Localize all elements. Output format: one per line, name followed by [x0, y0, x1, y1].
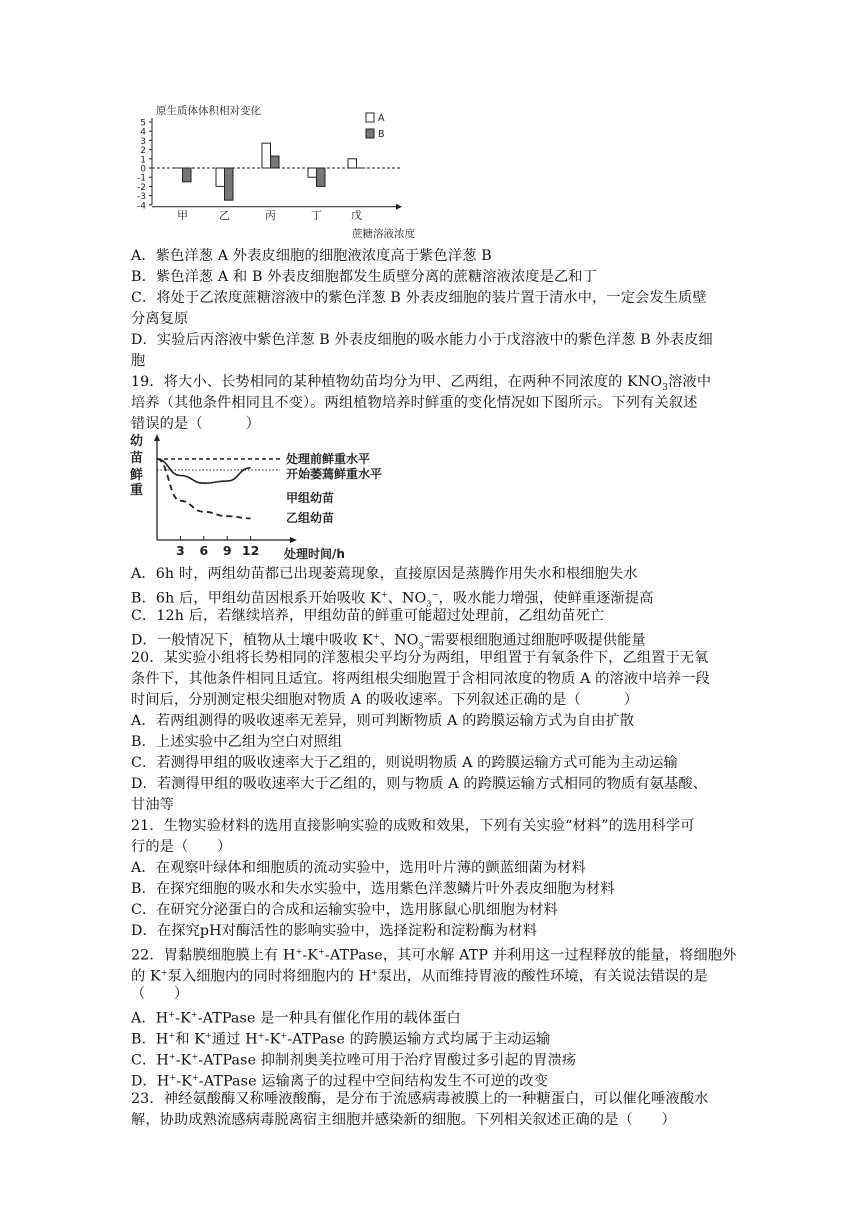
q20-stem: 20．某实验小组将长势相同的洋葱根尖平均分为两组，甲组置于有氧条件下，乙组置于无氧: [131, 650, 709, 666]
q21-stem-2: 行的是（ ）: [131, 839, 232, 855]
y-tick-label: 4: [140, 127, 146, 138]
y-axis-label-char: 幼: [130, 434, 144, 449]
bar-A-乙: [216, 168, 225, 186]
q20-option-a: A．若两组测得的吸收速率无差异，则可判断物质 A 的跨膜运输方式为自由扩散: [131, 713, 635, 729]
x-axis-label: 处理时间/h: [284, 547, 345, 561]
x-tick-label: 3: [176, 543, 185, 558]
series-line-group-yi: [157, 459, 251, 518]
y-tick-label: 3: [140, 136, 146, 147]
q22-stem-3: （ ）: [131, 986, 189, 1002]
y-axis-label-char: 鲜: [130, 468, 144, 483]
q19-stem-2: 培养（其他条件相同且不变）。两组植物培养时鲜重的变化情况如下图所示。下列有关叙述: [131, 395, 698, 411]
q21-option-c: C．在研究分泌蛋白的合成和运输实验中，选用豚鼠心肌细胞为材料: [131, 902, 558, 918]
y-axis-label: 原生质体体积相对变化: [156, 105, 261, 117]
q22-option-d: D．H+-K+-ATPase 运输离子的过程中空间结构发生不可逆的改变: [131, 1073, 549, 1090]
x-axis-arrow: [396, 204, 402, 210]
bar-A-丙: [262, 143, 271, 168]
q21-option-d: D．在探究pH对酶活性的影响实验中，选择淀粉和淀粉酶为材料: [131, 923, 538, 939]
y-tick-label: 1: [140, 155, 146, 166]
q19-stem: 19．将大小、长势相同的某种植物幼苗均分为甲、乙两组，在两种不同浓度的 $KNO_3$溶液中: [131, 374, 712, 393]
x-axis-label: 蔗糖溶液浓度: [352, 228, 415, 240]
y-tick-label: -3: [137, 192, 146, 203]
bar-A-戊: [348, 159, 357, 168]
y-tick-label: -2: [137, 182, 146, 193]
q21-option-a: A．在观察叶绿体和细胞质的流动实验中，选用叶片薄的颤蓝细菌为材料: [131, 860, 586, 876]
q18-option-d: D．实验后丙溶液中紫色洋葱 B 外表皮细胞的吸水能力小于戊溶液中的紫色洋葱 B 外表皮细: [131, 332, 713, 348]
label-wilting-weight: 开始萎蔫鲜重水平: [286, 467, 383, 481]
x-axis-arrow: [290, 537, 297, 543]
x-tick-label: 9: [222, 543, 232, 558]
q22-option-b: B．H+和 K+通过 H+-K+-ATPase 的跨膜运输方式均属于主动运输: [131, 1031, 551, 1048]
q23-stem: 23．神经氨酸酶又称唾液酸酶，是分布于流感病毒被膜上的一种糖蛋白，可以催化唾液酸水: [131, 1091, 709, 1107]
q18-option-c: C．将处于乙浓度蔗糖溶液中的紫色洋葱 B 外表皮细胞的装片置于清水中，一定会发生质壁: [131, 290, 707, 306]
bar-B-甲: [183, 168, 192, 182]
q21-stem: 21．生物实验材料的选用直接影响实验的成败和效果，下列有关实验“材料”的选用科学可: [131, 818, 695, 834]
q21-option-b: B．在探究细胞的吸水和失水实验中，选用紫色洋葱鳞片叶外表皮细胞为材料: [131, 881, 615, 897]
y-tick-label: 2: [140, 146, 146, 157]
q23-stem-2: 解，协助成熟流感病毒脱离宿主细胞并感染新的细胞。下列相关叙述正确的是（ ）: [131, 1112, 676, 1128]
label-group-jia: 甲组幼苗: [286, 491, 335, 505]
bar-chart: [128, 100, 428, 242]
q20-option-b: B．上述实验中乙组为空白对照组: [131, 734, 343, 750]
legend-label-b: B: [378, 129, 385, 140]
bar-B-丁: [317, 168, 326, 186]
q19-option-d: D．一般情况下，植物从土壤中吸收 K+、$NO_3^-$需要根细胞通过细胞呼吸提供能量: [131, 632, 646, 651]
q18-option-d-cont: 胞: [131, 353, 146, 369]
q20-option-c: C．若测得甲组的吸收速率大于乙组的，则说明物质 A 的跨膜运输方式可能为主动运输: [131, 755, 678, 771]
x-tick-label: 甲: [177, 208, 188, 222]
q18-option-b: B．紫色洋葱 A 和 B 外表皮细胞都发生质壁分离的蔗糖溶液浓度是乙和丁: [131, 269, 597, 285]
bar-B-乙: [225, 168, 234, 200]
q22-stem-2: 的 K+泵入细胞内的同时将细胞内的 H+泵出，从而维持胃液的酸性环境，有关说法错误的是: [131, 968, 708, 985]
line-chart: [128, 432, 428, 562]
x-tick-label: 乙: [219, 208, 230, 222]
bar-B-丙: [271, 156, 280, 168]
legend-swatch-b: [366, 129, 374, 138]
label-initial-weight: 处理前鲜重水平: [286, 452, 371, 466]
x-tick-label: 丁: [311, 208, 322, 222]
q20-option-d: D．若测得甲组的吸收速率大于乙组的，则与物质 A 的跨膜运输方式相同的物质有氨基酸、: [131, 776, 708, 792]
q20-stem-2: 条件下，其他条件相同且适宜。将两组根尖细胞置于含相同浓度的物质 A 的溶液中培养一段: [131, 671, 710, 687]
y-tick-label: 0: [140, 164, 146, 175]
label-group-yi: 乙组幼苗: [286, 511, 335, 525]
q22-stem: 22．胃黏膜细胞膜上有 H+-K+-ATPase，其可水解 ATP 并利用这一过程释放的能量，将细胞外: [131, 947, 737, 964]
y-axis-arrow: [154, 434, 160, 441]
q19-option-b: B．6h 后，甲组幼苗因根系开始吸收 K+、$NO_3^-$，吸水能力增强，使鲜重逐渐提高: [131, 590, 654, 609]
x-tick-label: 6: [199, 543, 209, 558]
y-tick-label: -1: [137, 173, 146, 184]
q22-option-a: A．H+-K+-ATPase 是一种具有催化作用的载体蛋白: [131, 1010, 461, 1027]
q20-stem-3: 时间后，分别测定根尖细胞对物质 A 的吸收速率。下列叙述正确的是（ ）: [131, 692, 639, 708]
x-tick-label: 12: [241, 543, 260, 558]
x-tick-label: 戊: [351, 208, 362, 222]
bar-A-丁: [308, 168, 317, 177]
y-axis-label-char: 重: [130, 483, 144, 498]
legend-swatch-a: [366, 113, 374, 122]
y-tick-label: -4: [137, 201, 146, 212]
q20-option-d-cont: 甘油等: [131, 797, 175, 813]
y-axis-label-char: 苗: [130, 451, 144, 466]
x-tick-label: 丙: [265, 208, 276, 222]
q22-option-c: C．H+-K+-ATPase 抑制剂奥美拉唑可用于治疗胃酸过多引起的胃溃疡: [131, 1052, 577, 1069]
y-tick-label: 5: [140, 118, 146, 129]
series-line-group-jia: [157, 459, 251, 483]
q19-option-a: A．6h 时，两组幼苗都已出现萎蔫现象，直接原因是蒸腾作用失水和根细胞失水: [131, 566, 638, 582]
q19-option-c: C．12h 后，若继续培养，甲组幼苗的鲜重可能超过处理前，乙组幼苗死亡: [131, 608, 605, 624]
q18-option-a: A．紫色洋葱 A 外表皮细胞的细胞液浓度高于紫色洋葱 B: [131, 248, 492, 264]
legend-label-a: A: [378, 113, 385, 124]
q18-option-c-cont: 分离复原: [131, 311, 189, 327]
q19-stem-3: 错误的是（ ）: [131, 416, 261, 432]
